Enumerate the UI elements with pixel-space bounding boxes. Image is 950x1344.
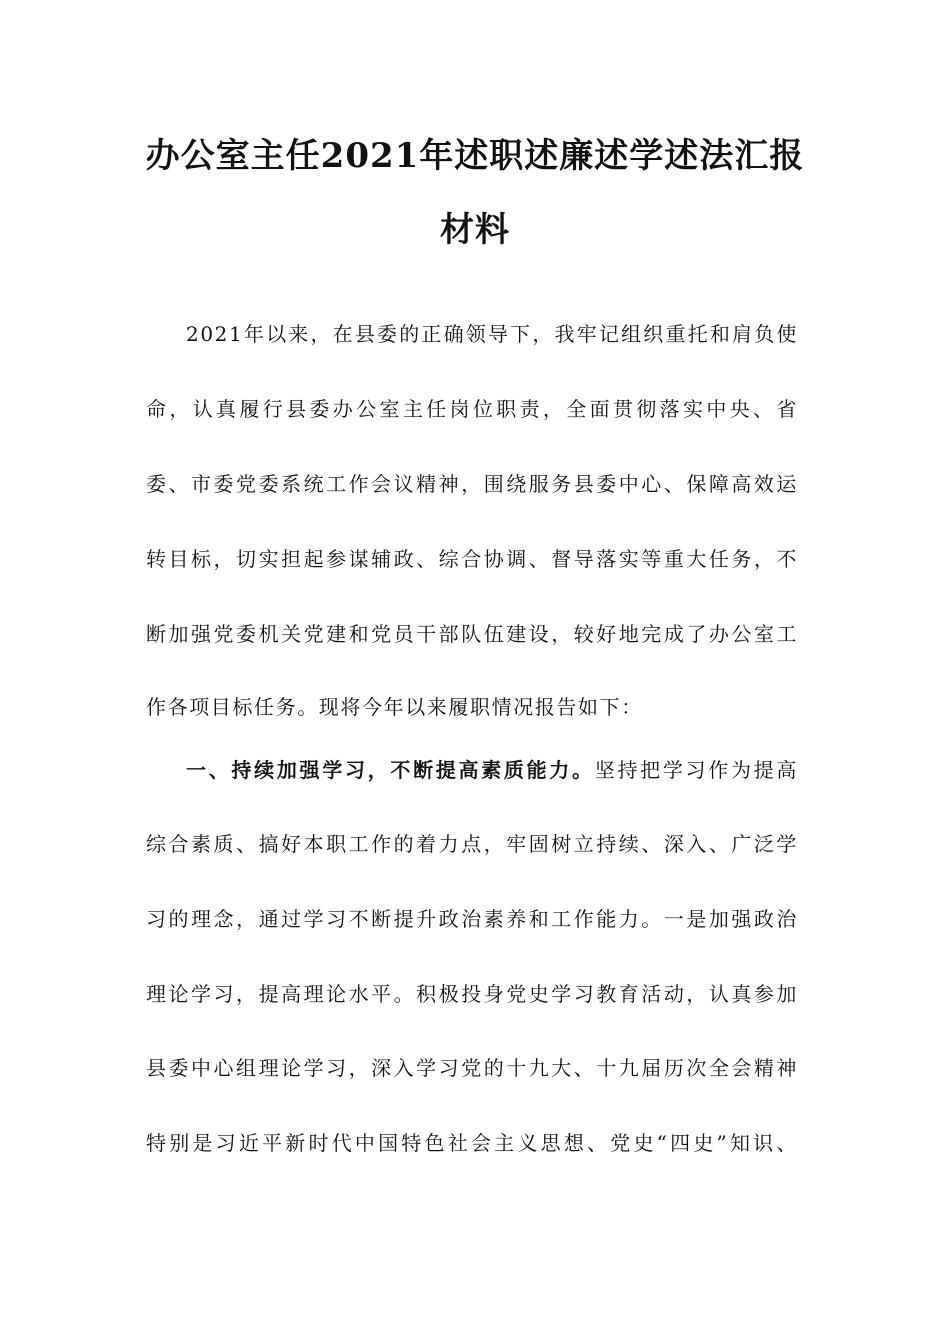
section-1-line-2: 综合素质、搞好本职工作的着力点，牢固树立持续、深入、广泛学 [146, 832, 798, 856]
paragraph-1-line-5: 断加强党委机关党建和党员干部队伍建设，较好地完成了办公室工 [146, 622, 798, 646]
section-1-heading: 一、持续加强学习，不断提高素质能力。 [186, 758, 595, 782]
section-1-first-line [186, 755, 798, 785]
section-1-line-6: 特别是习近平新时代中国特色社会主义思想、党史“四史”知识、 [146, 1131, 798, 1155]
section-1-line-5: 县委中心组理论学习，深入学习党的十九大、十九届历次全会精神 [146, 1056, 798, 1080]
paragraph-1-line-2: 命，认真履行县委办公室主任岗位职责，全面贯彻落实中央、省 [146, 397, 798, 421]
paragraph-1-line-4: 转目标，切实担起参谋辅政、综合协调、督导落实等重大任务，不 [146, 547, 798, 571]
section-1-line-4: 理论学习，提高理论水平。积极投身党史学习教育活动，认真参加 [146, 982, 798, 1006]
document-title-line-1: 办公室主任2021年述职述廉述学述法汇报 [145, 136, 805, 176]
section-1-first-line-rest: 坚持把学习作为提高 [594, 758, 798, 782]
section-1-line-3: 习的理念，通过学习不断提升政治素养和工作能力。一是加强政治 [146, 907, 798, 931]
document-title-line-2: 材料 [440, 210, 510, 250]
paragraph-1-line-3: 委、市委党委系统工作会议精神，围绕服务县委中心、保障高效运 [146, 472, 798, 496]
paragraph-1-line-1: 2021年以来，在县委的正确领导下，我牢记组织重托和肩负使 [186, 322, 798, 346]
paragraph-1-line-6: 作各项目标任务。现将今年以来履职情况报告如下： [146, 695, 643, 719]
